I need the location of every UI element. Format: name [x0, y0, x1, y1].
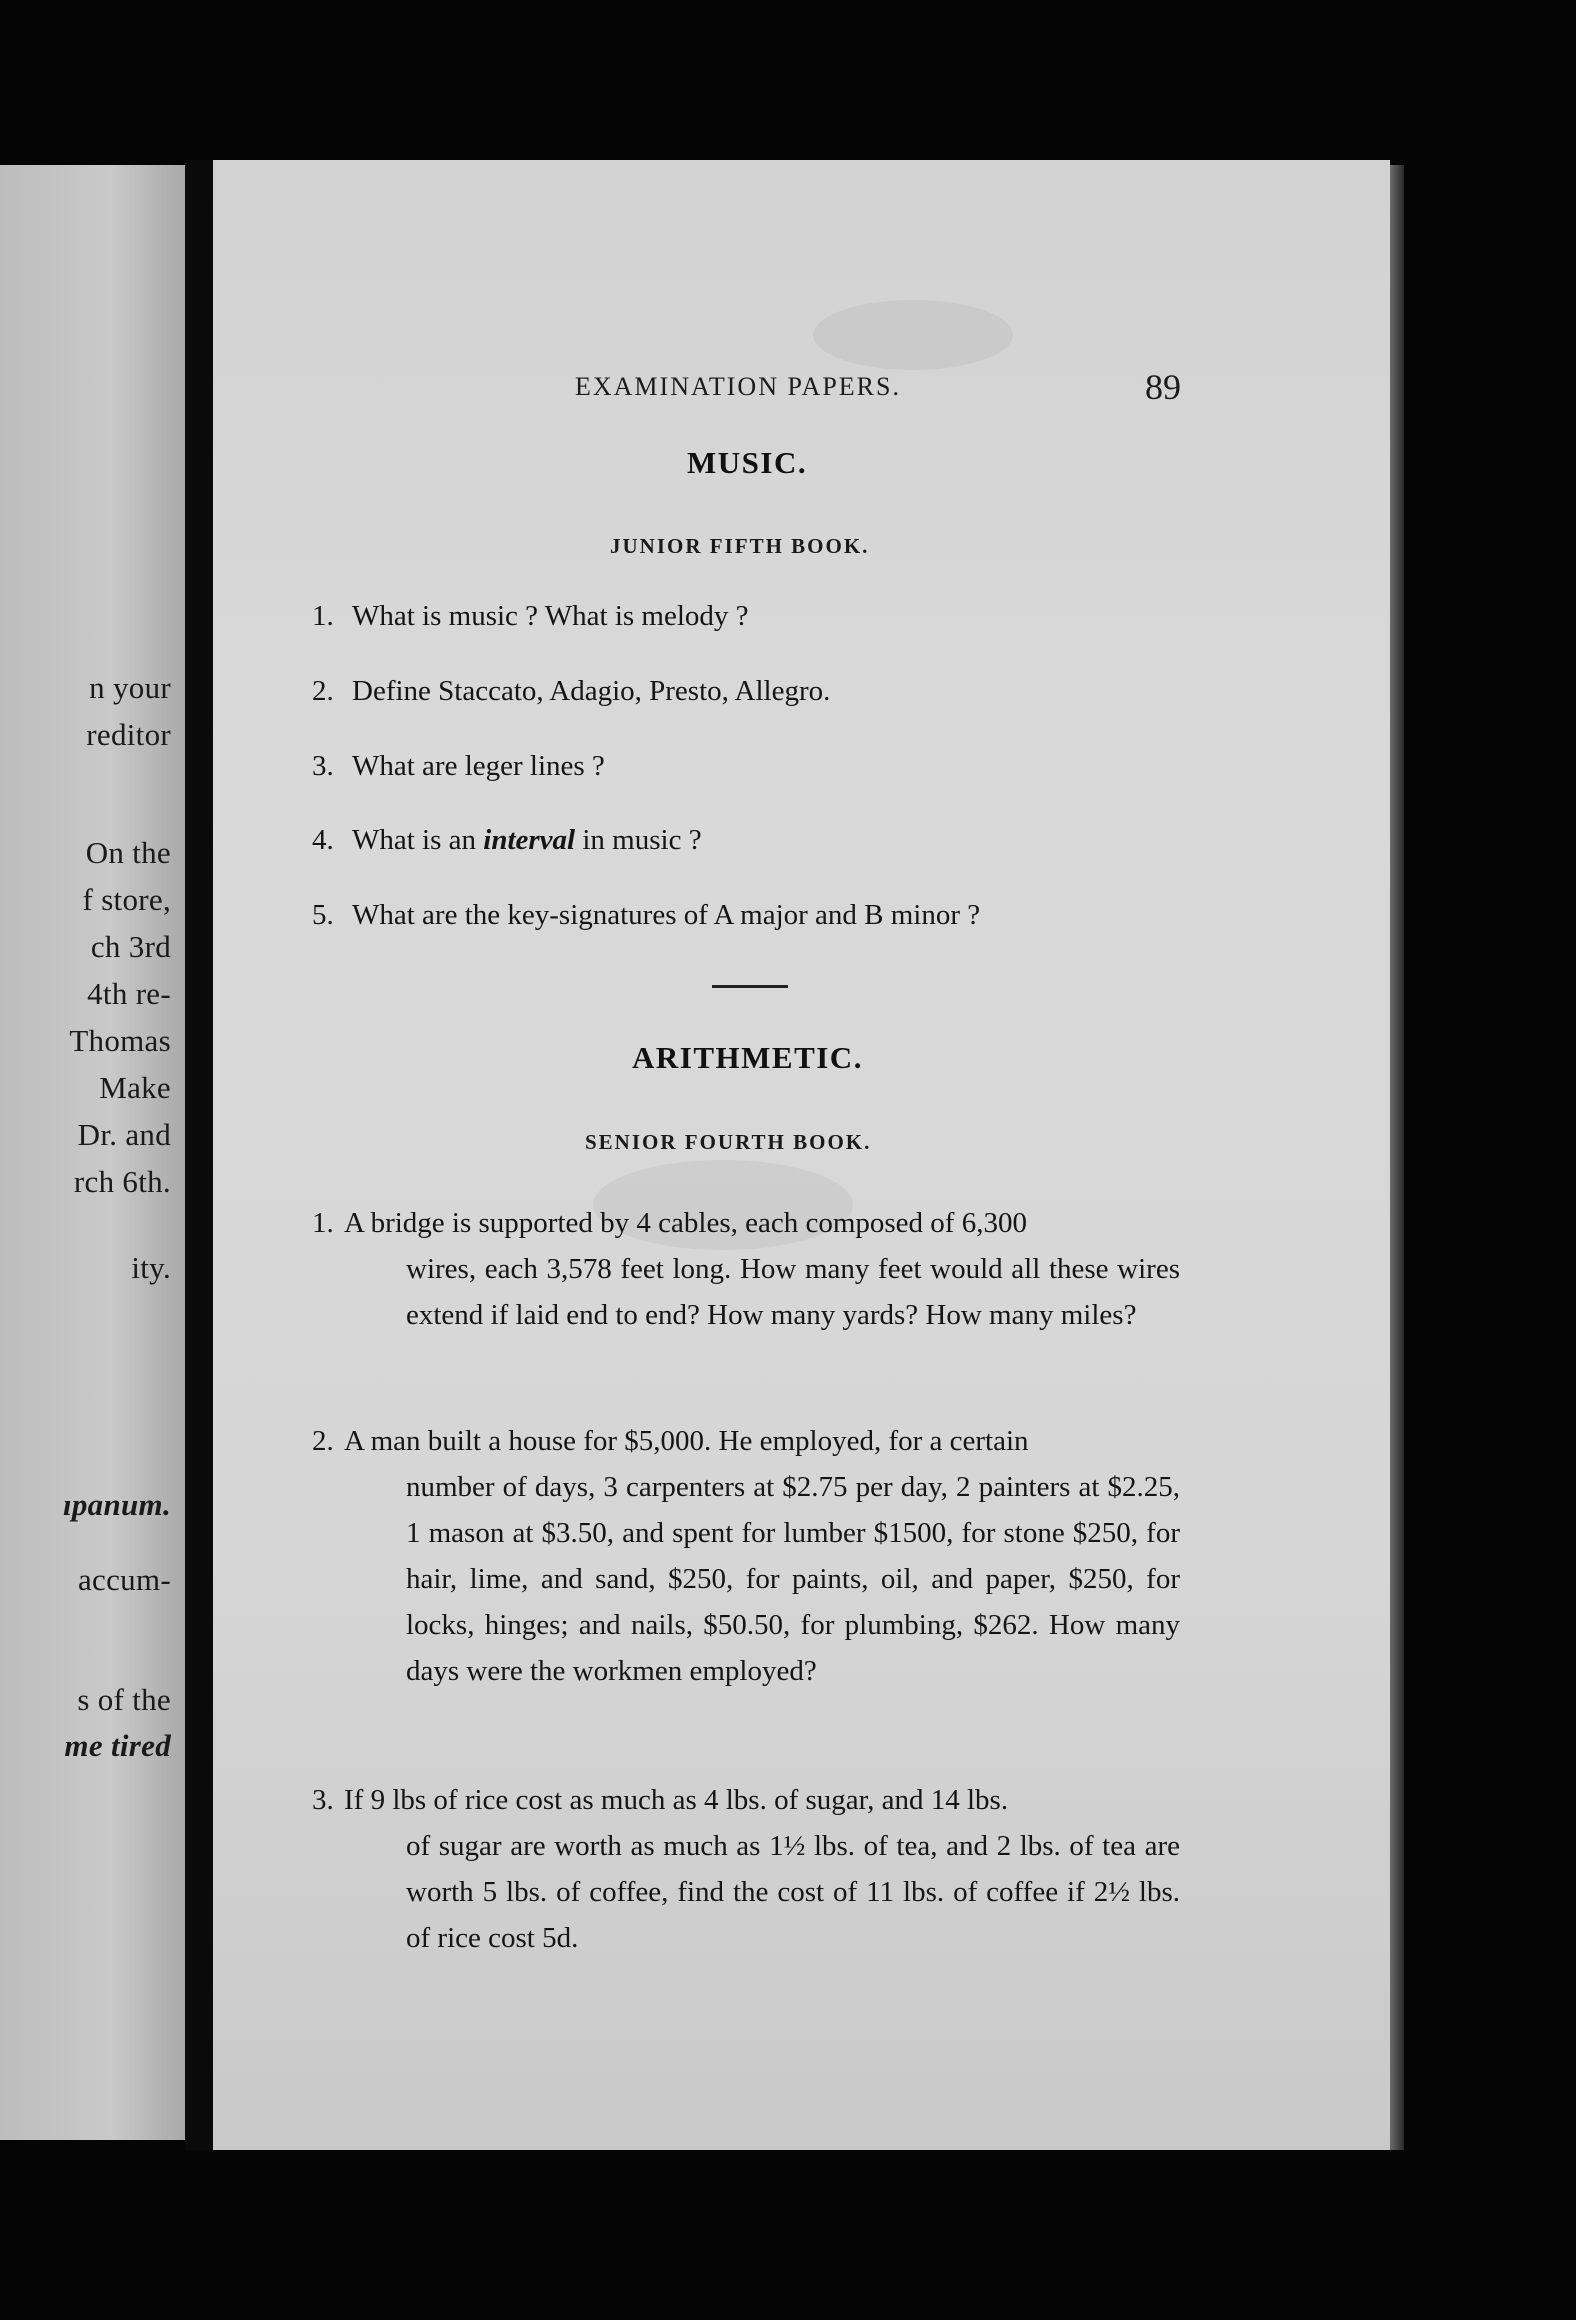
question-text-italic: interval	[483, 824, 576, 856]
question-number: 3.	[312, 1784, 334, 1816]
left-text-line: On the	[85, 835, 171, 870]
page-edge	[1390, 165, 1404, 2150]
running-head: EXAMINATION PAPERS.	[575, 372, 901, 401]
question-text: in music ?	[575, 824, 702, 856]
question-number: 2.	[312, 675, 334, 707]
question-number: 1.	[312, 600, 334, 632]
page-number: 89	[1145, 367, 1181, 407]
left-text-line: reditor	[86, 717, 171, 752]
question-first-line: A bridge is supported by 4 cables, each composed of 6,300	[344, 1207, 1027, 1239]
left-text-line: Dr. and	[77, 1117, 171, 1152]
music-question	[312, 899, 980, 932]
left-text-line: rch 6th.	[73, 1164, 171, 1199]
question-first-line: A man built a house for $5,000. He employed, for a certain	[344, 1425, 1029, 1457]
left-text-line: Thomas	[69, 1023, 171, 1058]
music-question	[312, 824, 702, 857]
left-text-line: f store,	[82, 882, 171, 917]
section-divider	[712, 985, 788, 988]
question-number: 2.	[312, 1425, 334, 1457]
music-question	[312, 600, 749, 633]
left-text-line: n your	[89, 670, 171, 705]
question-text: wires, each 3,578 feet long. How many feet would all these wires extend if laid end to end? How many yards? How many miles?	[406, 1253, 1180, 1331]
music-section-title: MUSIC.	[687, 445, 808, 480]
question-number: 5.	[312, 899, 334, 931]
left-text-line: s of the	[77, 1682, 171, 1717]
arithmetic-section-title: ARITHMETIC.	[632, 1040, 863, 1075]
left-page-fragment	[0, 165, 185, 2140]
left-text-line: me tired	[64, 1728, 171, 1763]
left-text-line: ıpanum.	[62, 1487, 171, 1522]
question-text: What is music ? What is melody ?	[352, 600, 749, 632]
left-text-line: Make	[99, 1070, 171, 1105]
left-text-line: ity.	[131, 1250, 171, 1285]
left-text-line: accum-	[77, 1562, 171, 1597]
arithmetic-question	[312, 1777, 1180, 1961]
arithmetic-subtitle: SENIOR FOURTH BOOK.	[585, 1130, 872, 1154]
question-number: 3.	[312, 750, 334, 782]
question-text: What are the key-signatures of A major and B minor ?	[352, 899, 981, 931]
question-first-line: If 9 lbs of rice cost as much as 4 lbs. of sugar, and 14 lbs.	[344, 1784, 1009, 1816]
music-subtitle: JUNIOR FIFTH BOOK.	[610, 534, 870, 558]
paper-stain	[813, 300, 1013, 370]
question-number: 1.	[312, 1207, 334, 1239]
question-text: number of days, 3 carpenters at $2.75 per day, 2 painters at $2.25, 1 mason at $3.50, and spent for lumber $1500, for stone $250, for hair, lime, and sand, $250, for paints, oil, and paper, $250, for locks, hinges; and nails, $50.50, for plumbing, $262. How many days were the workmen employed?	[406, 1471, 1180, 1687]
question-text: Define Staccato, Adagio, Presto, Allegro.	[352, 675, 831, 707]
question-text: What are leger lines ?	[352, 750, 605, 782]
arithmetic-question	[312, 1200, 1180, 1338]
music-question	[312, 675, 830, 708]
arithmetic-question	[312, 1418, 1180, 1694]
question-number: 4.	[312, 824, 334, 856]
question-text: What is an	[352, 824, 484, 856]
music-question	[312, 750, 605, 783]
book-gutter	[185, 160, 213, 2150]
left-text-line: 4th re-	[87, 976, 171, 1011]
question-text: of sugar are worth as much as 1½ lbs. of tea, and 2 lbs. of tea are worth 5 lbs. of coffee, find the cost of 11 lbs. of coffee if 2½ lbs. of rice cost 5d.	[406, 1830, 1180, 1954]
left-text-line: ch 3rd	[90, 929, 171, 964]
